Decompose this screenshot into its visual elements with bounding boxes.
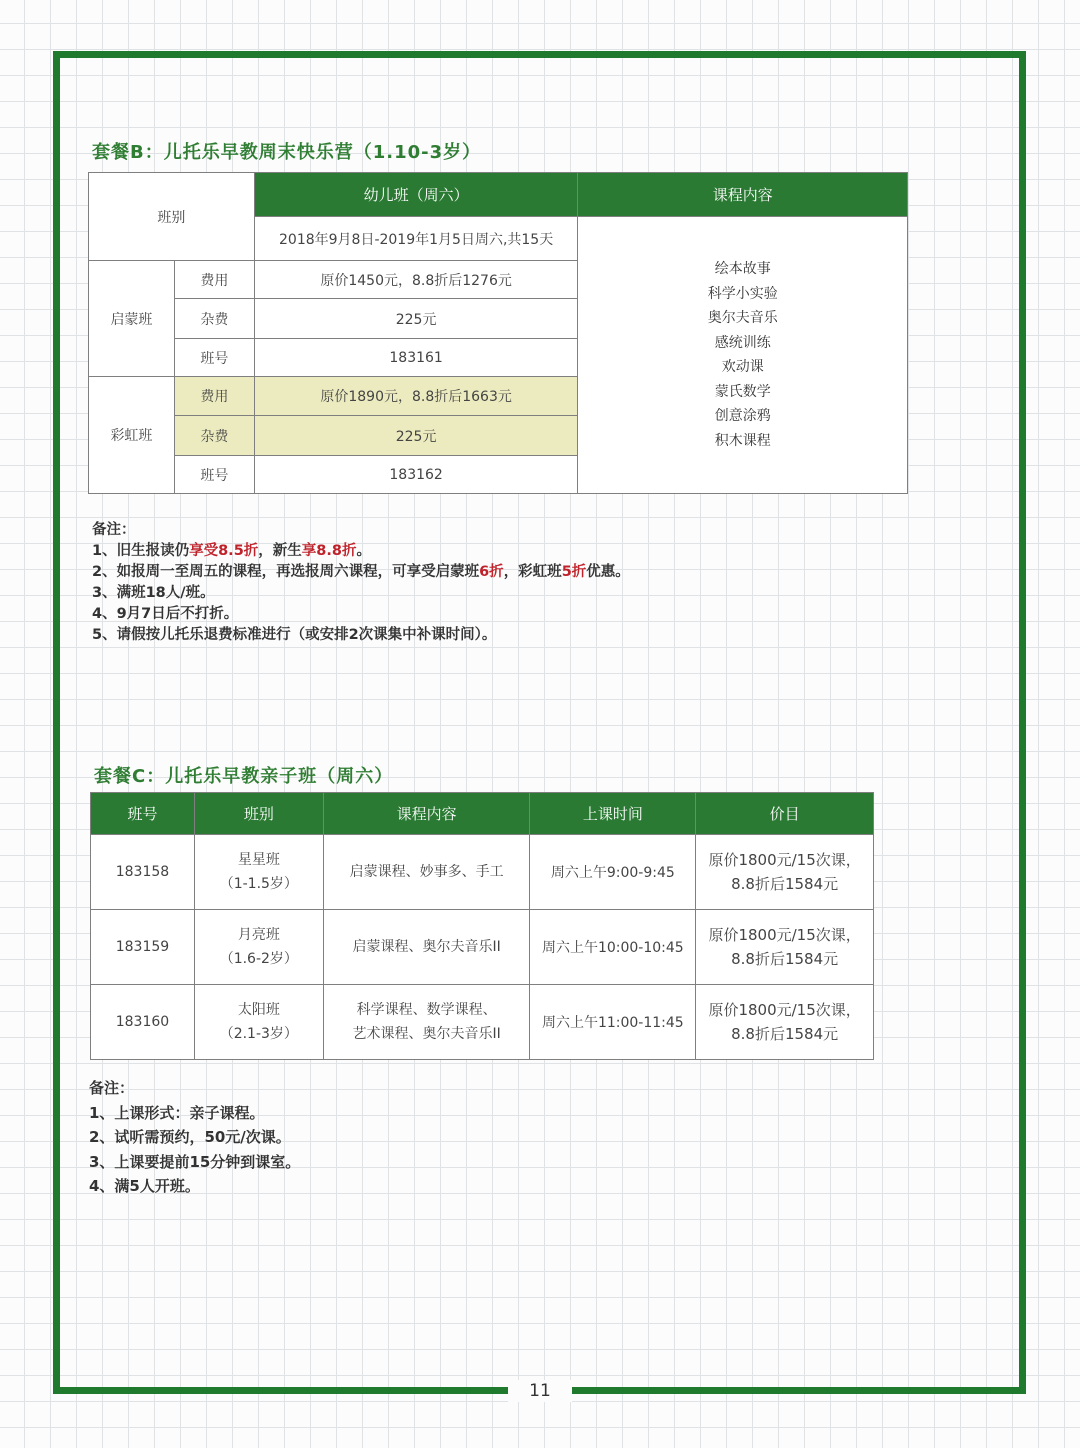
row-label: 班号: [174, 456, 254, 494]
content-line: 科学课程、数学课程、: [356, 1002, 497, 1018]
section-b-table: [88, 172, 908, 494]
header-id: 班号: [91, 793, 195, 835]
price-line: 原价1800元/15次课，: [708, 926, 861, 944]
class-id: 183160: [91, 985, 195, 1060]
price-line: 8.8折后1584元: [731, 950, 839, 968]
class-name-text: 星星班: [237, 852, 280, 868]
row-value: 183161: [254, 339, 578, 377]
header-class: 班别: [89, 173, 255, 261]
class-id: 183158: [91, 835, 195, 910]
price-line: 原价1800元/15次课，: [708, 1001, 861, 1019]
course-item: 感统训练: [714, 334, 771, 351]
row-value: 原价1450元，8.8折后1276元: [254, 261, 578, 299]
note-text: 1、旧生报读仍: [92, 543, 190, 559]
row-value: 183162: [254, 456, 578, 494]
note-item: 2、试听需预约，50元/次课。: [89, 1128, 291, 1146]
class-content: [323, 910, 530, 985]
note-item: 3、上课要提前15分钟到课室。: [89, 1152, 301, 1171]
content-line: 启蒙课程、奥尔夫音乐II: [352, 939, 501, 955]
row-label: 费用: [174, 261, 254, 299]
class-content: [323, 835, 530, 910]
header-time: 上课时间: [530, 793, 696, 835]
course-item: 创意涂鸦: [714, 408, 771, 424]
class-price: [696, 835, 874, 910]
course-item: 欢动课: [721, 359, 764, 375]
course-item: 科学小实验: [707, 285, 778, 302]
row-value: 225元: [254, 299, 578, 339]
course-item: 蒙氏数学: [714, 383, 771, 400]
note-item: [92, 541, 630, 562]
note-highlight: 6折: [479, 564, 504, 580]
row-label: 杂费: [174, 299, 254, 339]
section-c-title: 套餐C：儿托乐早教亲子班（周六）: [94, 766, 394, 787]
section-c-table: [90, 792, 874, 1060]
note-text: 2、如报周一至周五的课程，再选报周六课程，可享受启蒙班: [92, 564, 480, 580]
class-name: [194, 835, 323, 910]
note-highlight: 5折: [561, 564, 587, 580]
class-price: [696, 910, 874, 985]
class-name-text: 太阳班: [237, 1002, 280, 1018]
date-range: 2018年9月8日-2019年1月5日周六,共15天: [254, 217, 578, 261]
section-b-title: 套餐B：儿托乐早教周末快乐营（1.10-3岁）: [92, 142, 482, 163]
class-age: （1.6-2岁）: [219, 951, 298, 967]
note-item: [92, 604, 630, 625]
note-text: 5、请假按儿托乐退费标准进行（或安排2次课集中补课时间）。: [92, 627, 497, 643]
price-line: 原价1800元/15次课，: [708, 851, 861, 869]
note-text: 4、9月7日后不打折。: [92, 606, 239, 622]
note-text: 优惠。: [586, 564, 630, 580]
class-time: 周六上午11:00-11:45: [530, 985, 696, 1060]
group-name: 彩虹班: [89, 377, 175, 494]
header-price: 价目: [696, 793, 874, 835]
price-line: 8.8折后1584元: [731, 875, 839, 893]
note-item: [92, 625, 630, 646]
note-highlight: 享受8.5折: [189, 543, 259, 559]
row-label: 班号: [174, 339, 254, 377]
class-age: （2.1-3岁）: [219, 1026, 298, 1042]
header-infant: 幼儿班（周六）: [254, 173, 578, 217]
note-text: 3、满班18人/班。: [92, 585, 215, 601]
note-item: [92, 583, 630, 604]
page-number: 11: [508, 1380, 572, 1402]
section-c-notes: [89, 1076, 300, 1199]
row-label: 费用: [174, 377, 254, 416]
course-item: 绘本故事: [714, 261, 771, 277]
course-item: 奥尔夫音乐: [707, 310, 778, 326]
content-line: 启蒙课程、妙事多、手工: [349, 864, 504, 880]
header-class: 班别: [194, 793, 323, 835]
row-label: 杂费: [174, 416, 254, 456]
header-content: 课程内容: [323, 793, 530, 835]
note-item: [92, 562, 630, 583]
class-time: 周六上午9:00-9:45: [530, 835, 696, 910]
class-content: [323, 985, 530, 1060]
content-line: 艺术课程、奥尔夫音乐II: [352, 1026, 501, 1042]
class-name: [194, 985, 323, 1060]
class-name-text: 月亮班: [237, 927, 280, 943]
note-highlight: 享8.8折: [301, 543, 357, 559]
note-text: ，新生: [258, 543, 302, 559]
row-value: 225元: [254, 416, 578, 456]
course-contents: [578, 217, 908, 494]
group-name: 启蒙班: [89, 261, 175, 377]
notes-list: [92, 541, 630, 646]
note-item: 4、满5人开班。: [89, 1177, 200, 1195]
course-list: [578, 257, 907, 453]
note-text: ，彩虹班: [503, 564, 562, 580]
note-text: 。: [356, 543, 371, 559]
price-line: 8.8折后1584元: [731, 1025, 839, 1043]
note-item: 1、上课形式：亲子课程。: [89, 1103, 265, 1122]
class-name: [194, 910, 323, 985]
class-time: 周六上午10:00-10:45: [530, 910, 696, 985]
class-id: 183159: [91, 910, 195, 985]
header-content: 课程内容: [578, 173, 908, 217]
class-price: [696, 985, 874, 1060]
notes-label: 备注：: [89, 1079, 135, 1097]
notes-label: 备注：: [92, 522, 136, 538]
row-value: 原价1890元，8.8折后1663元: [254, 377, 578, 416]
class-age: （1-1.5岁）: [219, 876, 298, 892]
course-item: 积木课程: [714, 432, 771, 449]
section-b-notes: [92, 520, 630, 646]
